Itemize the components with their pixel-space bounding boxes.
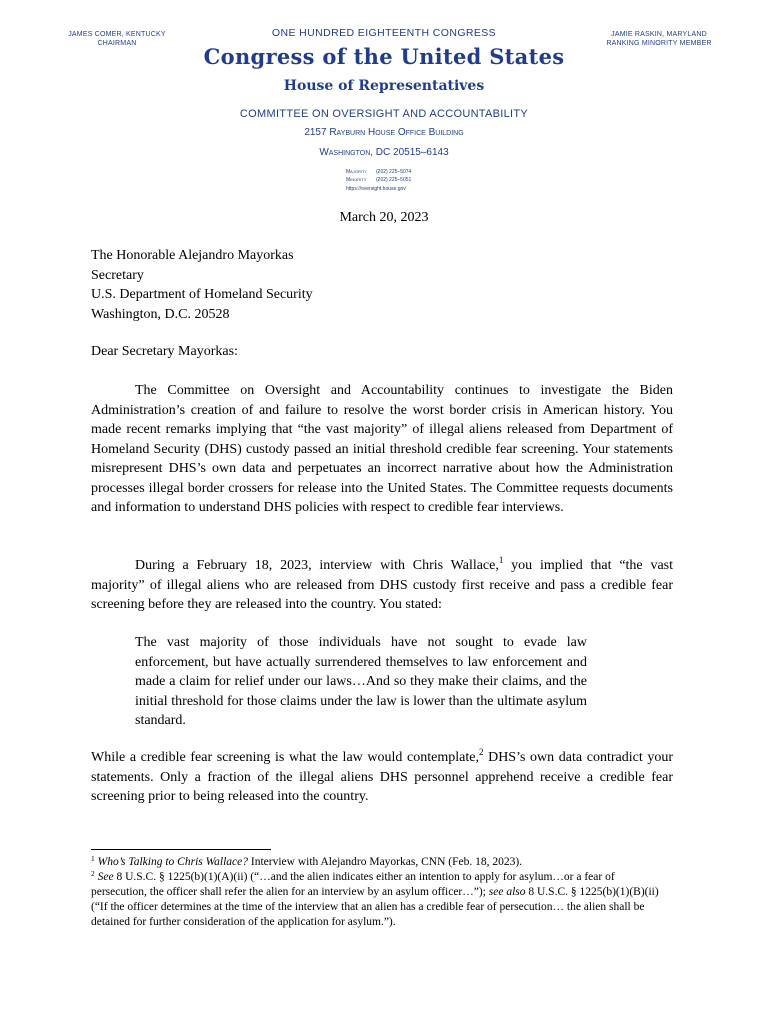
footnote-text: Interview with Alejandro Mayorkas, CNN (Feb. 18, 2023). xyxy=(248,856,523,868)
addressee-block xyxy=(91,246,313,324)
ranking-member-title: RANKING MINORITY MEMBER xyxy=(606,40,712,47)
committee-name: COMMITTEE ON OVERSIGHT AND ACCOUNTABILITY xyxy=(239,108,529,120)
minority-phone: (202) 225–5051 xyxy=(376,177,412,183)
body-paragraph-1: The Committee on Oversight and Accountability continues to investigate the Biden Administration’s creation of and failure to resolve the worst border crisis in American history. You made recent remarks implying that “the vast majority” of illegal aliens released from Department of Homeland Security (DHS) custody passed an initial threshold credible fear screening. Your statements misrepresent DHS’s own data and perpetuates an incorrect narrative about how the Administration processes illegal border crossers for release into the United States. The Committee requests documents and information to understand DHS policies with respect to credible fear interviews. xyxy=(91,383,673,515)
house-title: House of Representatives xyxy=(283,78,485,94)
addressee-line: Washington, D.C. 20528 xyxy=(91,306,230,322)
majority-phone: (202) 225–5074 xyxy=(376,169,412,175)
addressee-line: Secretary xyxy=(91,267,144,283)
footnote-text: 8 U.S.C. § 1225(b)(1)(A)(ii) (“…and the alien indicates either an intention to apply for asylum…or a fear of persecution, the officer shall refer the alien for an interview by an asylum officer…”); xyxy=(91,871,615,898)
block-quote: The vast majority of those individuals have not sought to evade law enforcement, but have actually surrendered themselves to law enforcement and made a claim for relief under our laws…And so they make their claims, and the initial threshold for those claims under the law is lower than the ultimate asylum standard. xyxy=(135,635,587,728)
addressee-line: U.S. Department of Homeland Security xyxy=(91,287,313,302)
paragraph-text: DHS’s own data contradict your statements. Only a fraction of the illegal aliens DHS personnel apprehend receive a credible fear screening prior to being released into the country. xyxy=(91,750,673,804)
congress-title: Congress of the United States xyxy=(203,44,565,69)
footnote-divider xyxy=(91,849,271,850)
paragraph-text: you implied that “the vast majority” of illegal aliens who are released from DHS custody first receive and pass a credible fear screening before they are released into the country. You stated: xyxy=(91,558,673,612)
footnote-1 xyxy=(91,855,673,870)
minority-label: Minority xyxy=(346,177,367,183)
footnote-number: 1 xyxy=(91,854,95,863)
footnote-number: 2 xyxy=(91,869,95,878)
footnote-2 xyxy=(91,870,673,930)
chairman-title: CHAIRMAN xyxy=(97,40,137,47)
committee-url[interactable]: https://oversight.house.gov xyxy=(346,186,406,192)
chairman-name: JAMES COMER, KENTUCKY xyxy=(68,31,166,38)
phone-numbers xyxy=(346,168,411,184)
paragraph-text: During a February 18, 2023, interview with Chris Wallace, xyxy=(135,558,499,573)
footnote-signal: see also xyxy=(488,886,526,898)
ranking-member-name: JAMIE RASKIN, MARYLAND xyxy=(611,31,707,38)
footnote-ref-2[interactable]: 2 xyxy=(478,747,484,757)
office-address: 2157 Rayburn House Office Building xyxy=(304,127,464,138)
footnote-text: 8 U.S.C. § 1225(b)(1)(B)(ii) (“If the officer determines at the time of the interview that an alien has a credible fear of persecution… the alien shall be detained for further consideration of the application for asylum.”). xyxy=(91,886,659,928)
body-paragraph-3 xyxy=(91,748,673,807)
footnote-ref-1[interactable]: 1 xyxy=(498,555,504,565)
body-paragraph-2 xyxy=(91,556,673,615)
letter-date: March 20, 2023 xyxy=(339,210,429,225)
footnote-signal: See xyxy=(97,871,114,883)
majority-label: Majority xyxy=(346,169,368,175)
footnote-title: Who’s Talking to Chris Wallace? xyxy=(97,856,248,868)
salutation: Dear Secretary Mayorkas: xyxy=(91,344,238,359)
office-city: Washington, DC 20515–6143 xyxy=(319,147,449,158)
footnotes xyxy=(91,855,673,930)
congress-number: ONE HUNDRED EIGHTEENTH CONGRESS xyxy=(271,27,497,39)
addressee-line: The Honorable Alejandro Mayorkas xyxy=(91,248,294,263)
paragraph-text: While a credible fear screening is what the law would contemplate, xyxy=(91,750,479,765)
